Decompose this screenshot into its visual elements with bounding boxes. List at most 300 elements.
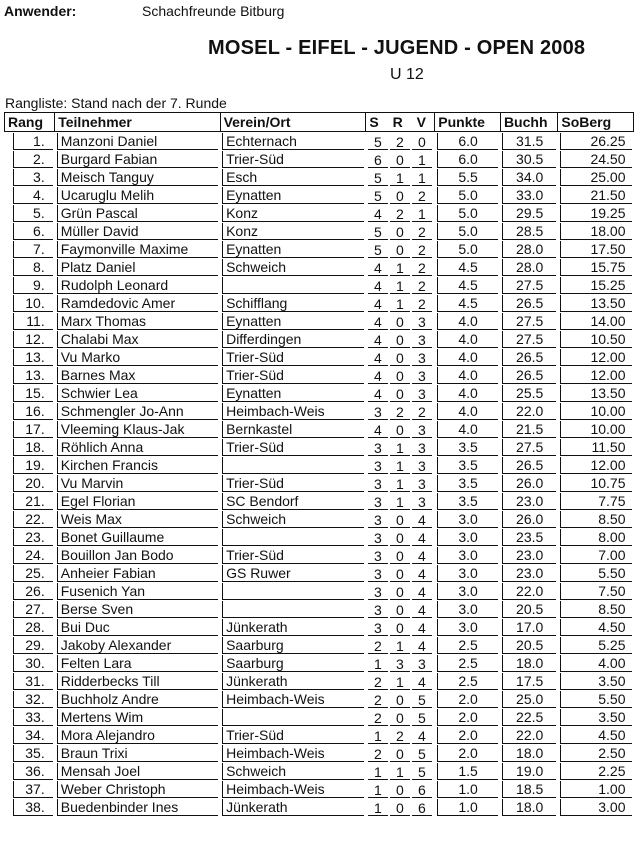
soberg-cell: 4.50 [560, 619, 632, 636]
table-row [5, 798, 634, 816]
col-name: Teilnehmer [55, 113, 220, 132]
club-cell: Schweich [222, 259, 364, 276]
r-value: 2 [390, 206, 410, 222]
srv-cell [368, 188, 435, 204]
table-row [5, 744, 634, 762]
soberg-cell: 7.50 [560, 583, 632, 600]
r-value: 3 [390, 656, 410, 672]
soberg-cell: 5.50 [560, 691, 632, 708]
s-value: 4 [368, 260, 388, 276]
rank-cell: 13. [13, 349, 53, 366]
r-value: 2 [390, 404, 410, 420]
table-row [5, 240, 634, 258]
col-points: Punkte [435, 113, 501, 132]
v-value: 4 [412, 602, 432, 618]
club-cell: Trier-Süd [222, 475, 364, 492]
name-cell: Barnes Max [57, 367, 218, 384]
name-cell: Egel Florian [57, 493, 218, 510]
points-cell: 3.0 [437, 547, 499, 564]
v-value: 4 [412, 566, 432, 582]
club-cell: Esch [222, 169, 364, 186]
club-cell: Trier-Süd [222, 439, 364, 456]
r-value: 0 [390, 368, 410, 384]
buchholz-cell: 23.0 [502, 565, 555, 582]
v-value: 3 [412, 386, 432, 402]
table-row [5, 618, 634, 636]
s-value: 4 [368, 296, 388, 312]
points-cell: 4.0 [437, 349, 499, 366]
srv-cell [368, 170, 435, 186]
soberg-cell: 13.50 [560, 295, 632, 312]
srv-cell [368, 602, 435, 618]
points-cell: 2.5 [437, 655, 499, 672]
srv-cell [368, 440, 435, 456]
name-cell: Grün Pascal [57, 205, 218, 222]
v-value: 4 [412, 728, 432, 744]
table-row [5, 780, 634, 798]
soberg-cell: 15.75 [560, 259, 632, 276]
buchholz-cell: 25.5 [502, 385, 555, 402]
v-value: 2 [412, 278, 432, 294]
s-value: 2 [368, 674, 388, 690]
v-value: 2 [412, 296, 432, 312]
points-cell: 3.5 [437, 457, 499, 474]
points-cell: 5.0 [437, 205, 499, 222]
srv-cell [368, 386, 435, 402]
r-value: 0 [390, 224, 410, 240]
r-value: 0 [390, 602, 410, 618]
name-cell: Vu Marko [57, 349, 218, 366]
r-value: 0 [390, 782, 410, 798]
rank-cell: 16. [13, 403, 53, 420]
rank-cell: 15. [13, 385, 53, 402]
srv-cell [368, 530, 435, 546]
v-value: 4 [412, 674, 432, 690]
name-cell: Kirchen Francis [57, 457, 218, 474]
buchholz-cell: 20.5 [502, 601, 555, 618]
points-cell: 2.0 [437, 745, 499, 762]
s-value: 5 [368, 134, 388, 150]
v-value: 3 [412, 314, 432, 330]
srv-cell [368, 800, 435, 816]
table-row [5, 132, 634, 151]
col-buchholz: Buchh [500, 113, 557, 132]
soberg-cell: 10.00 [560, 421, 632, 438]
club-cell: Eynatten [222, 187, 364, 204]
points-cell: 4.5 [437, 277, 499, 294]
table-row [5, 456, 634, 474]
ranking-status: Rangliste: Stand nach der 7. Runde [5, 95, 227, 111]
club-cell: Trier-Süd [222, 349, 364, 366]
table-row [5, 150, 634, 168]
club-cell: Heimbach-Weis [222, 781, 364, 798]
table-row [5, 474, 634, 492]
club-cell: Schifflang [222, 295, 364, 312]
buchholz-cell: 34.0 [502, 169, 555, 186]
points-cell: 4.0 [437, 403, 499, 420]
table-row [5, 600, 634, 618]
name-cell: Braun Trixi [57, 745, 218, 762]
srv-cell [368, 620, 435, 636]
buchholz-cell: 27.5 [502, 439, 555, 456]
user-value: Schachfreunde Bitburg [142, 3, 285, 19]
s-value: 3 [368, 440, 388, 456]
srv-cell [368, 764, 435, 780]
table-row [5, 276, 634, 294]
r-value: 0 [390, 566, 410, 582]
r-value: 1 [390, 476, 410, 492]
soberg-cell: 10.00 [560, 403, 632, 420]
s-value: 3 [368, 458, 388, 474]
club-cell: Trier-Süd [222, 547, 364, 564]
buchholz-cell: 23.0 [502, 493, 555, 510]
col-club: Verein/Ort [220, 113, 366, 132]
name-cell: Bouillon Jan Bodo [57, 547, 218, 564]
v-value: 2 [412, 242, 432, 258]
soberg-cell: 13.50 [560, 385, 632, 402]
points-cell: 4.5 [437, 259, 499, 276]
srv-cell [368, 278, 435, 294]
club-cell: Jünkerath [222, 619, 364, 636]
rank-cell: 34. [13, 727, 53, 744]
s-value: 3 [368, 512, 388, 528]
soberg-cell: 19.25 [560, 205, 632, 222]
r-value: 1 [390, 764, 410, 780]
club-cell [222, 457, 364, 474]
name-cell: Anheier Fabian [57, 565, 218, 582]
v-value: 5 [412, 692, 432, 708]
r-value: 1 [390, 494, 410, 510]
rank-cell: 6. [13, 223, 53, 240]
rank-cell: 12. [13, 331, 53, 348]
soberg-cell: 12.00 [560, 457, 632, 474]
v-value: 3 [412, 350, 432, 366]
soberg-cell: 10.75 [560, 475, 632, 492]
points-cell: 3.0 [437, 619, 499, 636]
points-cell: 1.0 [437, 799, 499, 816]
points-cell: 2.5 [437, 637, 499, 654]
r-value: 0 [390, 242, 410, 258]
v-value: 4 [412, 548, 432, 564]
s-value: 3 [368, 530, 388, 546]
v-value: 4 [412, 620, 432, 636]
soberg-cell: 2.25 [560, 763, 632, 780]
soberg-cell: 15.25 [560, 277, 632, 294]
rank-cell: 37. [13, 781, 53, 798]
name-cell: Chalabi Max [57, 331, 218, 348]
table-row [5, 438, 634, 456]
srv-cell [368, 206, 435, 222]
name-cell: Röhlich Anna [57, 439, 218, 456]
points-cell: 3.0 [437, 511, 499, 528]
rank-cell: 25. [13, 565, 53, 582]
name-cell: Ucaruglu Melih [57, 187, 218, 204]
buchholz-cell: 28.0 [502, 241, 555, 258]
points-cell: 2.0 [437, 727, 499, 744]
rank-cell: 13. [13, 367, 53, 384]
table-row [5, 330, 634, 348]
name-cell: Meisch Tanguy [57, 169, 218, 186]
v-value: 3 [412, 656, 432, 672]
rank-cell: 3. [13, 169, 53, 186]
rank-cell: 23. [13, 529, 53, 546]
table-row [5, 348, 634, 366]
rank-cell: 19. [13, 457, 53, 474]
table-row [5, 492, 634, 510]
s-value: 4 [368, 386, 388, 402]
club-cell: Schweich [222, 511, 364, 528]
club-cell [222, 277, 364, 294]
rank-cell: 26. [13, 583, 53, 600]
club-cell [222, 583, 364, 600]
buchholz-cell: 29.5 [502, 205, 555, 222]
r-value: 0 [390, 422, 410, 438]
v-value: 3 [412, 458, 432, 474]
soberg-cell: 8.50 [560, 601, 632, 618]
buchholz-cell: 27.5 [502, 313, 555, 330]
col-rank: Rang [5, 113, 55, 132]
srv-cell [368, 584, 435, 600]
r-value: 1 [390, 440, 410, 456]
v-value: 2 [412, 260, 432, 276]
buchholz-cell: 21.5 [502, 421, 555, 438]
v-value: 5 [412, 710, 432, 726]
rank-cell: 27. [13, 601, 53, 618]
rank-cell: 33. [13, 709, 53, 726]
name-cell: Buchholz Andre [57, 691, 218, 708]
rank-cell: 36. [13, 763, 53, 780]
table-row [5, 672, 634, 690]
soberg-cell: 12.00 [560, 349, 632, 366]
buchholz-cell: 18.0 [502, 655, 555, 672]
srv-cell [368, 674, 435, 690]
v-value: 4 [412, 638, 432, 654]
buchholz-cell: 26.5 [502, 457, 555, 474]
points-cell: 5.0 [437, 187, 499, 204]
s-value: 3 [368, 584, 388, 600]
table-row [5, 690, 634, 708]
table-row [5, 528, 634, 546]
s-value: 4 [368, 332, 388, 348]
club-cell: Eynatten [222, 385, 364, 402]
table-row [5, 762, 634, 780]
table-row [5, 186, 634, 204]
table-row [5, 420, 634, 438]
club-cell: Jünkerath [222, 799, 364, 816]
s-value: 3 [368, 494, 388, 510]
s-value: 3 [368, 620, 388, 636]
rank-cell: 38. [13, 799, 53, 816]
s-value: 2 [368, 710, 388, 726]
s-value: 5 [368, 224, 388, 240]
points-cell: 6.0 [437, 133, 499, 150]
page-title: MOSEL - EIFEL - JUGEND - OPEN 2008 [208, 37, 586, 59]
club-cell: Heimbach-Weis [222, 745, 364, 762]
name-cell: Fusenich Yan [57, 583, 218, 600]
soberg-cell: 4.00 [560, 655, 632, 672]
club-cell: Trier-Süd [222, 367, 364, 384]
srv-cell [368, 404, 435, 420]
srv-cell [368, 512, 435, 528]
s-value: 3 [368, 548, 388, 564]
rank-cell: 18. [13, 439, 53, 456]
points-cell: 3.0 [437, 529, 499, 546]
points-cell: 3.0 [437, 565, 499, 582]
soberg-cell: 24.50 [560, 151, 632, 168]
buchholz-cell: 33.0 [502, 187, 555, 204]
v-value: 6 [412, 782, 432, 798]
soberg-cell: 8.00 [560, 529, 632, 546]
v-value: 2 [412, 404, 432, 420]
club-cell: Jünkerath [222, 673, 364, 690]
srv-cell [368, 152, 435, 168]
r-value: 1 [390, 458, 410, 474]
v-value: 5 [412, 746, 432, 762]
buchholz-cell: 26.5 [502, 295, 555, 312]
v-value: 3 [412, 332, 432, 348]
buchholz-cell: 22.5 [502, 709, 555, 726]
points-cell: 3.0 [437, 601, 499, 618]
r-value: 2 [390, 134, 410, 150]
s-value: 4 [368, 368, 388, 384]
srv-cell [368, 368, 435, 384]
name-cell: Berse Sven [57, 601, 218, 618]
table-row [5, 708, 634, 726]
s-value: 2 [368, 692, 388, 708]
name-cell: Buedenbinder Ines [57, 799, 218, 816]
s-value: 3 [368, 476, 388, 492]
srv-cell [368, 548, 435, 564]
table-row [5, 636, 634, 654]
club-cell: Differdingen [222, 331, 364, 348]
club-cell: Heimbach-Weis [222, 403, 364, 420]
points-cell: 4.0 [437, 385, 499, 402]
age-group: U 12 [390, 66, 424, 83]
s-value: 3 [368, 566, 388, 582]
rank-cell: 1. [13, 133, 53, 150]
points-cell: 3.0 [437, 583, 499, 600]
table-row [5, 582, 634, 600]
srv-cell [368, 350, 435, 366]
s-value: 4 [368, 206, 388, 222]
rank-cell: 2. [13, 151, 53, 168]
srv-cell [368, 242, 435, 258]
rank-cell: 20. [13, 475, 53, 492]
buchholz-cell: 31.5 [502, 133, 555, 150]
user-line [4, 3, 285, 19]
v-value: 6 [412, 800, 432, 816]
srv-cell [368, 476, 435, 492]
user-label: Anwender: [4, 3, 77, 19]
srv-cell [368, 710, 435, 726]
points-cell: 5.0 [437, 241, 499, 258]
rank-cell: 22. [13, 511, 53, 528]
table-header-row [5, 113, 634, 132]
rank-cell: 4. [13, 187, 53, 204]
soberg-cell: 10.50 [560, 331, 632, 348]
ranking-table [4, 112, 634, 816]
v-value: 4 [412, 584, 432, 600]
buchholz-cell: 18.0 [502, 799, 555, 816]
srv-cell [368, 638, 435, 654]
points-cell: 2.0 [437, 709, 499, 726]
soberg-cell: 12.00 [560, 367, 632, 384]
srv-cell [368, 422, 435, 438]
buchholz-cell: 28.5 [502, 223, 555, 240]
soberg-cell: 3.00 [560, 799, 632, 816]
name-cell: Mensah Joel [57, 763, 218, 780]
r-value: 0 [390, 584, 410, 600]
srv-cell [368, 782, 435, 798]
r-value: 1 [390, 296, 410, 312]
s-value: 4 [368, 314, 388, 330]
s-value: 2 [368, 638, 388, 654]
name-cell: Felten Lara [57, 655, 218, 672]
v-value: 3 [412, 494, 432, 510]
table-row [5, 168, 634, 186]
club-cell: Trier-Süd [222, 727, 364, 744]
soberg-cell: 18.00 [560, 223, 632, 240]
col-soberg: SoBerg [558, 113, 634, 132]
buchholz-cell: 22.0 [502, 403, 555, 420]
rank-cell: 8. [13, 259, 53, 276]
r-value: 2 [390, 728, 410, 744]
buchholz-cell: 18.5 [502, 781, 555, 798]
points-cell: 4.0 [437, 331, 499, 348]
name-cell: Mertens Wim [57, 709, 218, 726]
srv-cell [368, 296, 435, 312]
s-value: 4 [368, 350, 388, 366]
srv-cell [368, 692, 435, 708]
r-value: 1 [390, 260, 410, 276]
table-row [5, 402, 634, 420]
table-row [5, 654, 634, 672]
srv-cell [368, 224, 435, 240]
s-value: 4 [368, 422, 388, 438]
name-cell: Bui Duc [57, 619, 218, 636]
buchholz-cell: 19.0 [502, 763, 555, 780]
soberg-cell: 17.50 [560, 241, 632, 258]
name-cell: Manzoni Daniel [57, 133, 218, 150]
table-row [5, 564, 634, 582]
name-cell: Jakoby Alexander [57, 637, 218, 654]
buchholz-cell: 17.0 [502, 619, 555, 636]
points-cell: 3.5 [437, 493, 499, 510]
club-cell: Heimbach-Weis [222, 691, 364, 708]
rank-cell: 28. [13, 619, 53, 636]
r-value: 0 [390, 188, 410, 204]
name-cell: Schwier Lea [57, 385, 218, 402]
s-value: 3 [368, 404, 388, 420]
r-value: 0 [390, 710, 410, 726]
s-value: 4 [368, 278, 388, 294]
r-value: 0 [390, 314, 410, 330]
r-value: 1 [390, 278, 410, 294]
club-cell: Saarburg [222, 637, 364, 654]
table-row [5, 294, 634, 312]
name-cell: Mora Alejandro [57, 727, 218, 744]
soberg-cell: 5.50 [560, 565, 632, 582]
points-cell: 5.5 [437, 169, 499, 186]
soberg-cell: 1.00 [560, 781, 632, 798]
name-cell: Weber Christoph [57, 781, 218, 798]
srv-cell [368, 134, 435, 150]
buchholz-cell: 26.0 [502, 511, 555, 528]
r-value: 1 [390, 638, 410, 654]
club-cell: Bernkastel [222, 421, 364, 438]
buchholz-cell: 23.0 [502, 547, 555, 564]
club-cell: Konz [222, 205, 364, 222]
